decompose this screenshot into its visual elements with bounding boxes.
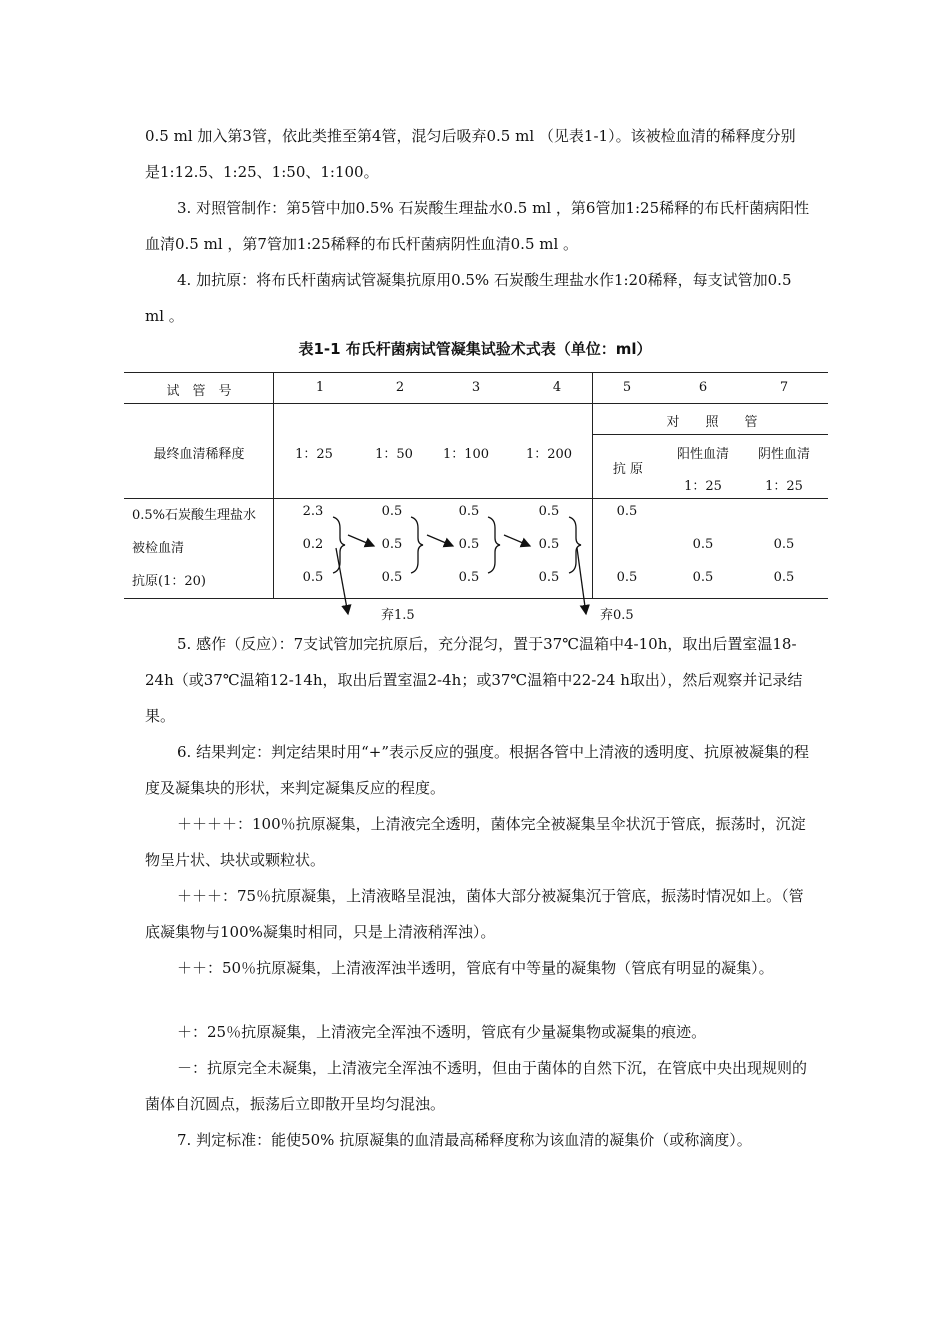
tube-7-header: 7	[779, 380, 789, 395]
paragraph-add-antigen: 4. 加抗原：将布氏杆菌病试管凝集抗原用0.5% 石炭酸生理盐水作1:20稀释，每支试管加0.5 ml 。	[145, 271, 792, 325]
positive-serum-label: 阳性血清	[676, 447, 730, 462]
serum-tube-4: 0.5	[538, 537, 560, 552]
paragraph-criteria: 7. 判定标准：能使50% 抗原凝集的血清最高稀释度称为该血清的凝集价（或称滴度）。	[177, 1131, 752, 1149]
tube-6-header: 6	[698, 380, 708, 395]
antigen-tube-3: 0.5	[458, 570, 480, 585]
table-caption: 表1-1 布氏杆菌病试管凝集试验术式表（单位：ml）	[298, 340, 652, 358]
table-control-rule	[592, 434, 828, 435]
paragraph-control-tubes: 3. 对照管制作：第5管中加0.5% 石炭酸生理盐水0.5 ml ，第6管加1:25稀释的布氏杆菌病阳性血清0.5 ml ，第7管加1:25稀释的布氏杆菌病阴性血清0.5 ml 。	[145, 199, 810, 253]
paragraph-grade-negative: －：抗原完全未凝集，上清液完全浑浊不透明，但由于菌体的自然下沉，在管底中央出现规则的菌体自沉圆点，振荡后立即散开呈均匀混浊。	[145, 1059, 808, 1113]
dilution-row-label: 最终血清稀释度	[153, 447, 245, 462]
saline-tube-4: 0.5	[538, 504, 560, 519]
antigen-tube-1: 0.5	[302, 570, 324, 585]
serum-row-label: 被检血清	[132, 541, 185, 556]
serum-tube-3: 0.5	[458, 537, 480, 552]
antigen-tube-7: 0.5	[773, 570, 795, 585]
antigen-tube-5: 0.5	[616, 570, 638, 585]
negative-serum-label: 阴性血清	[757, 447, 811, 462]
dilution-tube-2: 1：50	[375, 447, 413, 462]
control-antigen-label: 抗 原	[612, 462, 644, 477]
control-tubes-label: 对 照 管	[666, 415, 758, 430]
table-bottom-rule	[124, 598, 828, 599]
table-header-rule	[124, 403, 828, 404]
table-top-rule	[124, 372, 828, 373]
tube-5-header: 5	[622, 380, 632, 395]
serum-tube-1: 0.2	[302, 537, 324, 552]
paragraph-grade-1plus: ＋：25％抗原凝集，上清液完全浑浊不透明，管底有少量凝集物或凝集的痕迹。	[177, 1023, 707, 1041]
antigen-tube-2: 0.5	[381, 570, 403, 585]
antigen-tube-6: 0.5	[692, 570, 714, 585]
discard-label-2: 弃0.5	[600, 608, 634, 623]
paragraph-result-judgement: 6. 结果判定：判定结果时用“+”表示反应的强度。根据各管中上清液的透明度、抗原被凝集的程度及凝集块的形状，来判定凝集反应的程度。	[145, 743, 809, 797]
dilution-tube-4: 1：200	[525, 447, 573, 462]
serum-tube-2: 0.5	[381, 537, 403, 552]
table-col-divider-1	[273, 372, 274, 599]
table-col-divider-2	[592, 372, 593, 599]
paragraph-dilution-procedure: 0.5 ml 加入第3管，依此类推至第4管，混匀后吸弃0.5 ml （见表1-1）。该被检血清的稀释度分别是1:12.5、1:25、1:50、1:100。	[145, 127, 796, 181]
discard-label-1: 弃1.5	[381, 608, 415, 623]
header-tube-number: 试 管 号	[166, 384, 232, 399]
saline-tube-2: 0.5	[381, 504, 403, 519]
tube-4-header: 4	[552, 380, 562, 395]
table-body-rule	[124, 498, 828, 499]
negative-serum-ratio: 1：25	[765, 479, 803, 494]
tube-2-header: 2	[395, 380, 405, 395]
paragraph-incubation: 5. 感作（反应）：7支试管加完抗原后，充分混匀，置于37℃温箱中4-10h，取出后置室温18-24h（或37℃温箱12-14h，取出后置室温2-4h；或37℃温箱中22-24 h取出），然后观察并记录结果。	[145, 635, 803, 725]
paragraph-grade-2plus: ＋＋：50％抗原凝集，上清液浑浊半透明，管底有中等量的凝集物（管底有明显的凝集）。	[177, 959, 774, 977]
procedure-table	[124, 372, 828, 600]
positive-serum-ratio: 1：25	[684, 479, 722, 494]
antigen-tube-4: 0.5	[538, 570, 560, 585]
saline-row-label: 0.5%石炭酸生理盐水	[132, 508, 257, 523]
tube-1-header: 1	[315, 380, 325, 395]
saline-tube-3: 0.5	[458, 504, 480, 519]
tube-3-header: 3	[471, 380, 481, 395]
antigen-row-label: 抗原(1：20)	[132, 574, 206, 589]
paragraph-grade-3plus: ＋＋＋：75％抗原凝集，上清液略呈混浊，菌体大部分被凝集沉于管底，振荡时情况如上。（管底凝集物与100%凝集时相同，只是上清液稍浑浊）。	[145, 887, 804, 941]
dilution-tube-1: 1：25	[295, 447, 333, 462]
paragraph-grade-4plus: ＋＋＋＋：100％抗原凝集，上清液完全透明，菌体完全被凝集呈伞状沉于管底，振荡时，沉淀物呈片状、块状或颗粒状。	[145, 815, 806, 869]
saline-tube-5: 0.5	[616, 504, 638, 519]
serum-tube-7: 0.5	[773, 537, 795, 552]
saline-tube-1: 2.3	[302, 504, 324, 519]
dilution-tube-3: 1：100	[442, 447, 490, 462]
serum-tube-6: 0.5	[692, 537, 714, 552]
